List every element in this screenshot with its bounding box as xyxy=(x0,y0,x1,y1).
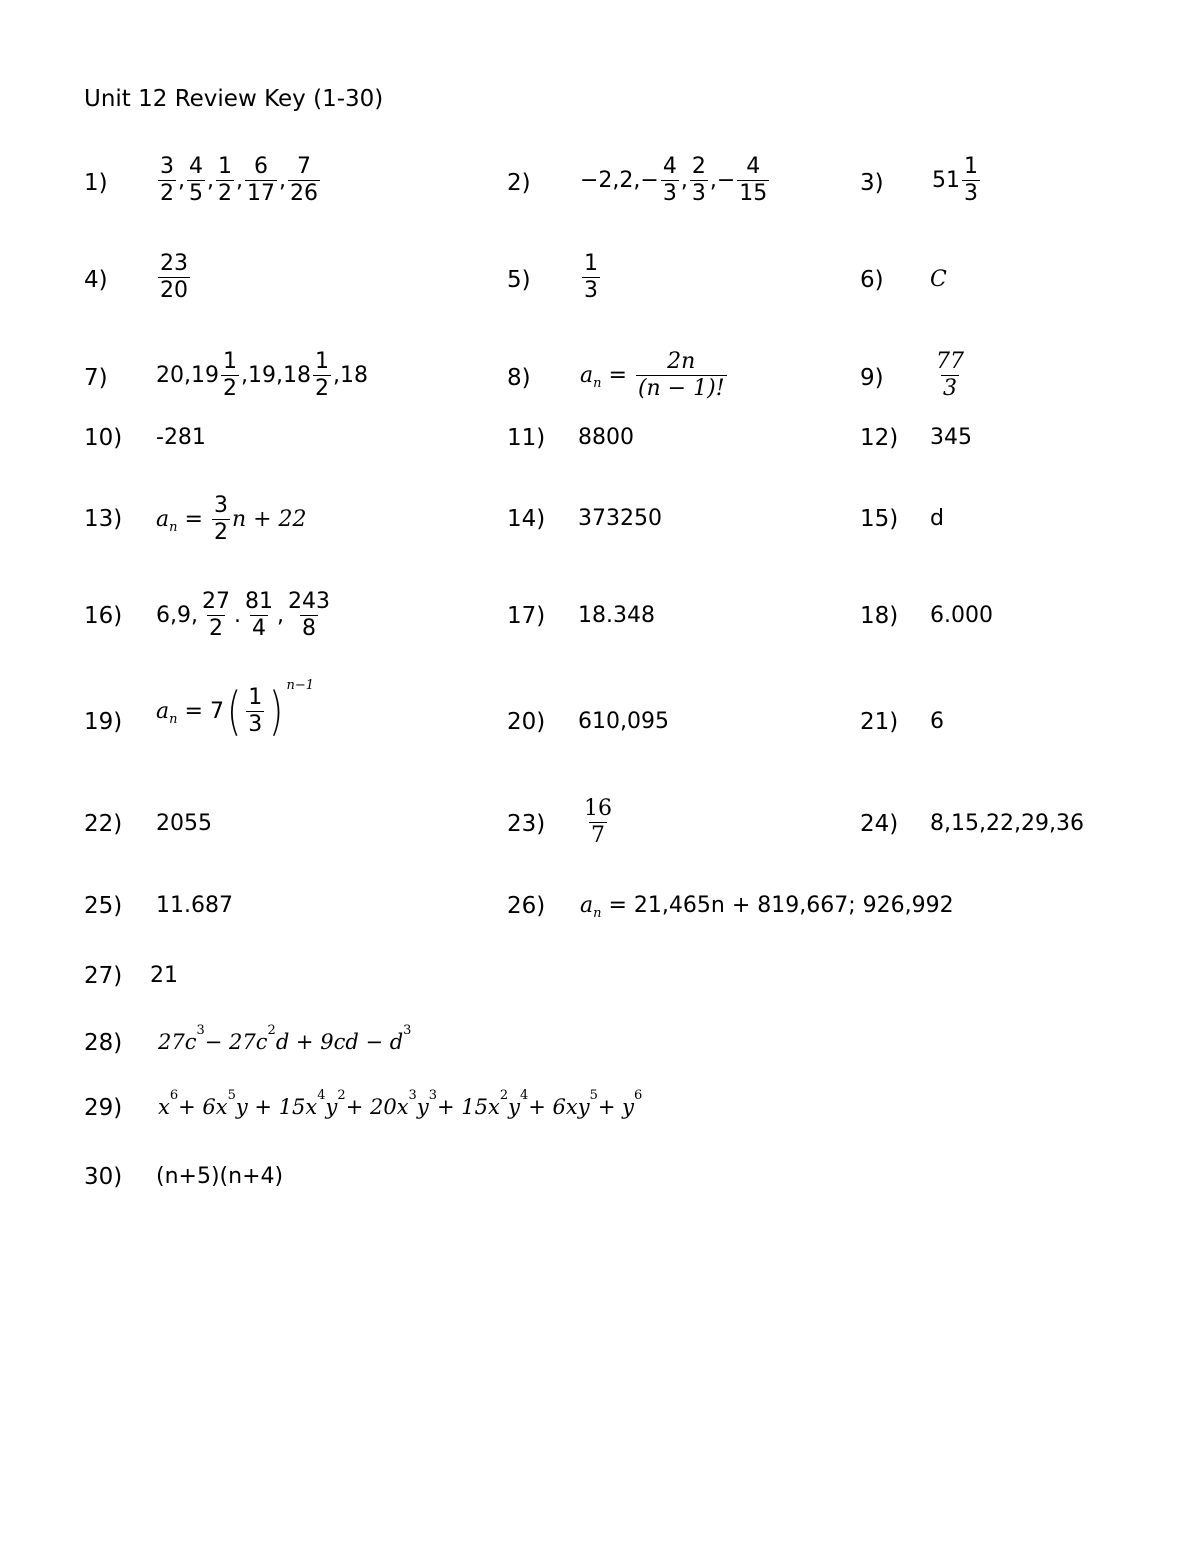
answer-16: 6,9, $\frac{27}{2}$ . $\frac{81}{4}$ , $\frac{243}{8}$ xyxy=(156,589,330,641)
question-number-8: 8) xyxy=(507,365,531,391)
answer-17: 18.348 xyxy=(578,603,655,628)
answer-1-fraction-3: $\frac{1}{2}$ xyxy=(218,154,232,206)
answer-13: a n = $\frac{3}{2}$ n + 22 xyxy=(156,493,307,545)
question-number-20: 20) xyxy=(507,709,546,735)
answer-8: a n = $\frac{2n}{(n - 1)!}$ xyxy=(580,349,725,401)
question-number-3: 3) xyxy=(860,170,884,196)
answer-1-fraction-1: $\frac{3}{2}$ xyxy=(160,154,174,206)
answer-20: 610,095 xyxy=(578,709,669,734)
answer-18: 6.000 xyxy=(930,603,993,628)
question-number-2: 2) xyxy=(507,170,531,196)
question-number-25: 25) xyxy=(84,893,123,919)
answer-19: a n = 7 ( $\frac{1}{3}$ ) n−1 xyxy=(156,678,315,742)
question-number-24: 24) xyxy=(860,811,899,837)
answer-1-fraction-4: $\frac{6}{17}$ xyxy=(247,154,275,206)
question-number-1: 1) xyxy=(84,170,108,196)
question-number-16: 16) xyxy=(84,603,123,629)
answer-7: 20,19 $\frac{1}{2}$ ,19,18 $\frac{1}{2}$ ,18 xyxy=(156,349,368,401)
answer-12: 345 xyxy=(930,425,972,450)
answer-6: C xyxy=(930,267,947,292)
answer-4: $\frac{23}{20}$ xyxy=(160,251,188,303)
question-number-28: 28) xyxy=(84,1030,123,1056)
answer-28: 27c 3 − 27c 2 d + 9cd − d 3 xyxy=(158,1022,412,1054)
answer-1: $\frac{3}{2}$ , $\frac{4}{5}$ , $\frac{1}{2}$ , $\frac{6}{17}$ , $\frac{7}{26}$ xyxy=(160,154,318,206)
answer-23: $\frac{16}{7}$ xyxy=(584,796,612,848)
question-number-22: 22) xyxy=(84,811,123,837)
question-number-14: 14) xyxy=(507,506,546,532)
question-number-26: 26) xyxy=(507,893,546,919)
question-number-29: 29) xyxy=(84,1095,123,1121)
answer-22: 2055 xyxy=(156,811,212,836)
question-number-18: 18) xyxy=(860,603,899,629)
question-number-5: 5) xyxy=(507,267,531,293)
question-number-12: 12) xyxy=(860,425,899,451)
question-number-19: 19) xyxy=(84,709,123,735)
answer-9: $\frac{77}{3}$ xyxy=(936,349,964,401)
question-number-7: 7) xyxy=(84,365,108,391)
answer-2: −2,2,− $\frac{4}{3}$ , $\frac{2}{3}$ ,− $\frac{4}{15}$ xyxy=(580,154,768,206)
answer-11: 8800 xyxy=(578,425,634,450)
answer-27: 21 xyxy=(150,963,178,988)
question-number-21: 21) xyxy=(860,709,899,735)
answer-30: (n+5)(n+4) xyxy=(156,1164,284,1189)
answer-1-fraction-5: $\frac{7}{26}$ xyxy=(290,154,318,206)
answer-15: d xyxy=(930,506,944,531)
page-title: Unit 12 Review Key (1-30) xyxy=(84,86,384,112)
question-number-10: 10) xyxy=(84,425,123,451)
answer-25: 11.687 xyxy=(156,893,233,918)
answer-26: a n = 21,465n + 819,667; 926,992 xyxy=(580,893,954,921)
question-number-9: 9) xyxy=(860,365,884,391)
answer-1-fraction-2: $\frac{4}{5}$ xyxy=(189,154,203,206)
question-number-13: 13) xyxy=(84,506,123,532)
answer-24: 8,15,22,29,36 xyxy=(930,811,1084,836)
question-number-4: 4) xyxy=(84,267,108,293)
question-number-17: 17) xyxy=(507,603,546,629)
answer-14: 373250 xyxy=(578,506,662,531)
answer-10: -281 xyxy=(156,425,206,450)
answer-5: $\frac{1}{3}$ xyxy=(584,251,598,303)
question-number-30: 30) xyxy=(84,1164,123,1190)
question-number-23: 23) xyxy=(507,811,546,837)
answer-3: 51 $\frac{1}{3}$ xyxy=(932,154,978,206)
question-number-27: 27) xyxy=(84,963,123,989)
question-number-11: 11) xyxy=(507,425,546,451)
answer-21: 6 xyxy=(930,709,944,734)
question-number-15: 15) xyxy=(860,506,899,532)
answer-29: x 6 + 6x 5 y + 15x 4 y 2 + 20x 3 y 3 + 15x 2 y 4 + 6xy 5 + y 6 xyxy=(158,1087,643,1119)
question-number-6: 6) xyxy=(860,267,884,293)
